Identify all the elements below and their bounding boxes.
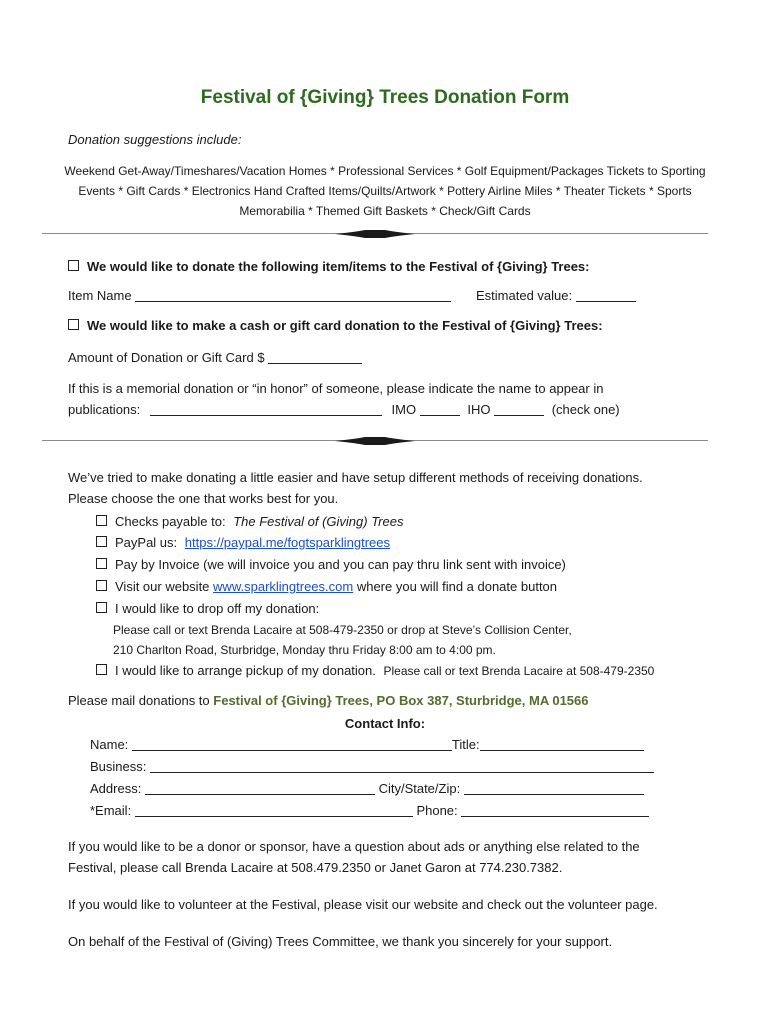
contact-name-row bbox=[90, 737, 644, 752]
website-label-before: Visit our website bbox=[115, 579, 210, 594]
checkbox-icon[interactable] bbox=[96, 515, 107, 526]
website-option[interactable] bbox=[96, 579, 557, 594]
paypal-link[interactable]: https://paypal.me/fogtsparklingtrees bbox=[184, 535, 391, 550]
item-name-row bbox=[68, 288, 451, 303]
iho-field[interactable] bbox=[494, 403, 544, 416]
amount-row bbox=[68, 350, 362, 365]
ornamental-divider bbox=[42, 228, 708, 240]
dropoff-label: I would like to drop off my donation: bbox=[115, 601, 320, 616]
thanks-text: On behalf of the Festival of (Giving) Trees Committee, we thank you sincerely for your support. bbox=[68, 934, 613, 949]
checkbox-icon[interactable] bbox=[96, 602, 107, 613]
publications-name-field[interactable] bbox=[150, 403, 382, 416]
checks-label: Checks payable to: bbox=[115, 514, 226, 529]
website-label-after: where you will find a donate button bbox=[356, 579, 558, 594]
checks-option[interactable] bbox=[96, 514, 403, 529]
suggestions-list: Weekend Get-Away/Timeshares/Vacation Homes * Professional Services * Golf Equipment/Packages Tickets to Sporting Events * Gift Cards * Electronics Hand Crafted Items/Quilts/Artwork * Pottery Airline Miles * Theater Tickets * Sports Memorabilia * Themed Gift Baskets * Check/Gift Cards bbox=[64, 164, 706, 218]
checkbox-icon[interactable] bbox=[68, 319, 79, 330]
imo-field[interactable] bbox=[420, 403, 460, 416]
checkbox-icon[interactable] bbox=[96, 580, 107, 591]
paypal-option[interactable] bbox=[96, 535, 390, 550]
paypal-label: PayPal us: bbox=[115, 535, 178, 550]
imo-label: IMO bbox=[391, 402, 417, 417]
name-field[interactable] bbox=[132, 738, 452, 751]
amount-field[interactable] bbox=[268, 351, 362, 364]
title-field[interactable] bbox=[480, 738, 644, 751]
suggestions-heading: Donation suggestions include: bbox=[68, 132, 242, 147]
city-field[interactable] bbox=[464, 782, 644, 795]
cash-donation-label: We would like to make a cash or gift card donation to the Festival of {Giving} Trees: bbox=[87, 318, 603, 333]
title-label: Title: bbox=[451, 737, 480, 752]
contact-address-row bbox=[90, 781, 644, 796]
estimated-value-row bbox=[476, 288, 636, 303]
item-donation-option[interactable] bbox=[68, 259, 590, 274]
city-label: City/State/Zip: bbox=[378, 781, 461, 796]
phone-field[interactable] bbox=[461, 804, 649, 817]
publications-label: publications: bbox=[68, 402, 141, 417]
email-field[interactable] bbox=[135, 804, 413, 817]
methods-intro-line2: Please choose the one that works best for you. bbox=[68, 491, 339, 506]
check-one-note: (check one) bbox=[551, 402, 620, 417]
contact-business-row bbox=[90, 759, 654, 774]
dropoff-option[interactable] bbox=[96, 601, 319, 616]
name-label: Name: bbox=[90, 737, 129, 752]
checkbox-icon[interactable] bbox=[68, 260, 79, 271]
address-field[interactable] bbox=[145, 782, 375, 795]
dropoff-details-line2: 210 Charlton Road, Sturbridge, Monday thru Friday 8:00 am to 4:00 pm. bbox=[113, 643, 496, 657]
mail-address: Festival of {Giving} Trees, PO Box 387, Sturbridge, MA 01566 bbox=[213, 693, 589, 708]
item-name-label: Item Name bbox=[68, 288, 132, 303]
cash-donation-option[interactable] bbox=[68, 318, 603, 333]
estimated-value-label: Estimated value: bbox=[476, 288, 573, 303]
item-donation-label: We would like to donate the following item/items to the Festival of {Giving} Trees: bbox=[87, 259, 590, 274]
contact-heading: Contact Info: bbox=[344, 716, 426, 731]
phone-label: Phone: bbox=[416, 803, 458, 818]
checkbox-icon[interactable] bbox=[96, 536, 107, 547]
email-label: *Email: bbox=[90, 803, 132, 818]
sponsor-line2: Festival, please call Brenda Lacaire at 508.479.2350 or Janet Garon at 774.230.7382. bbox=[68, 860, 563, 875]
divider-ornament-icon bbox=[335, 436, 415, 446]
invoice-option[interactable] bbox=[96, 557, 566, 572]
item-name-field[interactable] bbox=[135, 289, 451, 302]
contact-email-row bbox=[90, 803, 649, 818]
invoice-label: Pay by Invoice (we will invoice you and you can pay thru link sent with invoice) bbox=[115, 557, 566, 572]
volunteer-text: If you would like to volunteer at the Festival, please visit our website and check out the volunteer page. bbox=[68, 897, 658, 912]
checkbox-icon[interactable] bbox=[96, 664, 107, 675]
mail-prefix: Please mail donations to bbox=[68, 693, 210, 708]
publications-row bbox=[68, 402, 620, 417]
dropoff-details-line1: Please call or text Brenda Lacaire at 508-479-2350 or drop at Steve’s Collision Center, bbox=[113, 623, 572, 637]
website-link[interactable]: www.sparklingtrees.com bbox=[213, 579, 354, 594]
iho-label: IHO bbox=[467, 402, 491, 417]
pickup-option[interactable] bbox=[96, 663, 654, 678]
checks-payee: The Festival of (Giving) Trees bbox=[233, 514, 404, 529]
estimated-value-field[interactable] bbox=[576, 289, 636, 302]
pickup-label: I would like to arrange pickup of my donation. bbox=[115, 663, 376, 678]
address-label: Address: bbox=[90, 781, 142, 796]
amount-label: Amount of Donation or Gift Card $ bbox=[68, 350, 265, 365]
checkbox-icon[interactable] bbox=[96, 558, 107, 569]
ornamental-divider bbox=[42, 435, 708, 447]
page-title: Festival of {Giving} Trees Donation Form bbox=[200, 87, 570, 108]
mail-row bbox=[68, 693, 589, 708]
sponsor-line1: If you would like to be a donor or sponsor, have a question about ads or anything else related to the bbox=[68, 839, 640, 854]
methods-intro-line1: We’ve tried to make donating a little easier and have setup different methods of receiving donations. bbox=[68, 470, 643, 485]
business-field[interactable] bbox=[150, 760, 654, 773]
memorial-text: If this is a memorial donation or “in honor” of someone, please indicate the name to appear in bbox=[68, 381, 604, 396]
business-label: Business: bbox=[90, 759, 147, 774]
divider-ornament-icon bbox=[335, 229, 415, 239]
pickup-contact: Please call or text Brenda Lacaire at 508-479-2350 bbox=[383, 664, 655, 678]
